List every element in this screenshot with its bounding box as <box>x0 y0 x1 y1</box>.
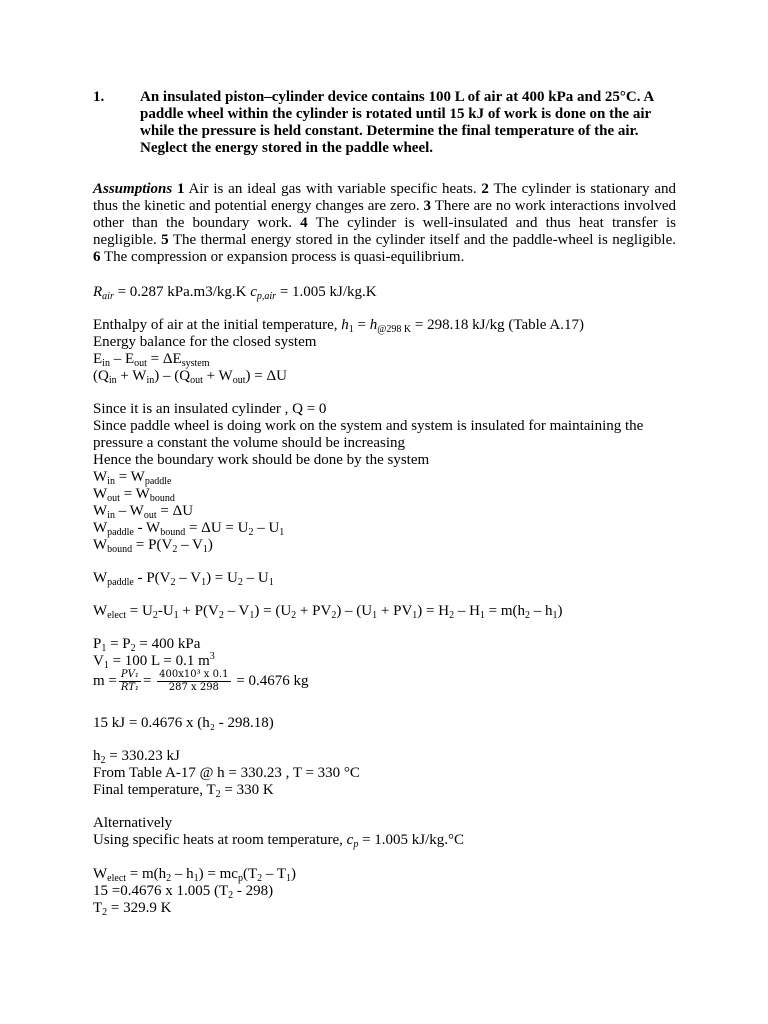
w-in-equation: $W_{in} = W_{paddle}$ <box>93 469 172 487</box>
insulated-line: Since it is an insulated cylinder , Q = 0 <box>93 401 327 417</box>
final-temperature-line: Final temperature, $T_2 = 330$ K <box>93 782 274 800</box>
problem-number: 1. <box>93 89 105 105</box>
problem-text: An insulated piston–cylinder device contains 100 L of air at 400 kPa and 25°C. A paddle wheel within the cylinder is rotated until 15 kJ of work is done on the air while the pressure is held constant. Determine the final temperature of the air. Neglect the energy stored in the paddle wheel. <box>140 89 654 156</box>
electrical-work-equation: $W_{elect} = U_2-U_1 + P(V_2 - V_1) = (U_2 + PV_2) - (U_1 + PV_1) = H_2 - H_1 = m(h_2 - h_1)$ <box>93 603 563 621</box>
assumption-num: 5 <box>161 232 169 248</box>
assumption-text: The thermal energy stored in the cylinder itself and the paddle-wheel is negligible. <box>168 232 676 248</box>
assumption-num: 6 <box>93 249 101 265</box>
table-lookup-line: From Table A-17 @ h = 330.23 , T = 330 °C <box>93 765 360 781</box>
paddle-bound-equation: $W_{paddle} - W_{bound} = \Delta U = U_2 - U_1$ <box>93 520 285 538</box>
enthalpy-line: Enthalpy of air at the initial temperature, $h_1 = h_{@298 K} = 298.18$ kJ/kg (Table A.17) <box>93 317 584 335</box>
energy-balance-heading: Energy balance for the closed system <box>93 334 317 350</box>
alt-result-line: $T_2 = 329.9$ K <box>93 900 172 918</box>
assumption-num: 1 <box>177 181 185 197</box>
pressure-values-line: $P_1 = P_2 = 400$ kPa <box>93 636 201 654</box>
assumption-text: The cylinder is stationary and thus the kinetic and potential energy changes are zero. <box>93 181 676 214</box>
heat-work-equation: $(Q_{in} + W_{in}) - (Q_{out} + W_{out}) = \Delta U$ <box>93 368 287 386</box>
work-equation: 15 kJ = 0.4676 x (h₂ - 298.18) <box>93 715 274 731</box>
paddle-explanation-line: Since paddle wheel is doing work on the system and system is insulated for maintaining the <box>93 418 644 434</box>
boundary-work-line: Hence the boundary work should be done by the system <box>93 452 430 468</box>
w-out-equation: $W_{out} = W_{bound}$ <box>93 486 175 504</box>
specific-heat-line: Using specific heats at room temperature, $c_p = 1.005$ kJ/kg.°C <box>93 832 465 850</box>
mass-numeric-fraction: $\frac{\text{400x10³ x 0.1}}{287 x 298}$ <box>159 669 229 693</box>
mass-equation: m = $\frac{\text{PV₁}}{\text{RT₁}}$ = $\frac{\text{400x10³ x 0.1}}{287 x 298}$ = 0.4676 kg <box>93 669 309 693</box>
assumption-text: Air is an ideal gas with variable specific heats. <box>184 181 482 197</box>
paddle-work-equation: $W_{paddle} - P(V_2 - V_1) = U_2 - U_1$ <box>93 570 274 588</box>
assumption-text: The compression or expansion process is quasi-equilibrium. <box>100 249 465 265</box>
assumptions-lead: Assumptions <box>93 181 173 197</box>
assumptions-paragraph <box>93 181 676 266</box>
alternatively-heading: Alternatively <box>93 815 173 831</box>
h2-result-line: $h_2 = 330.23$ kJ <box>93 748 180 766</box>
pressure-constant-line: pressure a constant the volume should be increasing <box>93 435 405 451</box>
assumption-text: There are no work interactions involved other than the boundary work. <box>93 198 676 231</box>
problem-statement <box>93 89 683 157</box>
boundary-work-equation: $W_{bound} = P(V_2 - V_1)$ <box>93 537 213 555</box>
assumption-num: 3 <box>423 198 432 214</box>
alt-substitution-line: 15 =0.4676 x 1.005 $(T_2 - 298)$ <box>93 883 274 901</box>
assumption-num: 2 <box>481 181 489 197</box>
assumption-num: 4 <box>300 215 308 231</box>
alt-work-equation: $W_{elect} = m(h_2 - h_1) = mc_p(T_2 - T_1)$ <box>93 866 297 884</box>
energy-equation: $E_{in} - E_{out} = \Delta E_{system}$ <box>93 351 210 369</box>
net-work-equation: $W_{in} - W_{out} = \Delta U$ <box>93 503 194 521</box>
assumption-text: The cylinder is well-insulated and thus heat transfer is negligible. <box>93 215 676 248</box>
mass-fraction: $\frac{\text{PV₁}}{\text{RT₁}}$ <box>120 669 139 693</box>
constants-line: $R_{air} = 0.287$ kPa.m3/kg.K $c_{p,air} = 1.005$ kJ/kg.K <box>93 284 377 302</box>
volume-values-line: $V_1 = 100$ L = 0.1 $m^3$ <box>93 651 215 671</box>
